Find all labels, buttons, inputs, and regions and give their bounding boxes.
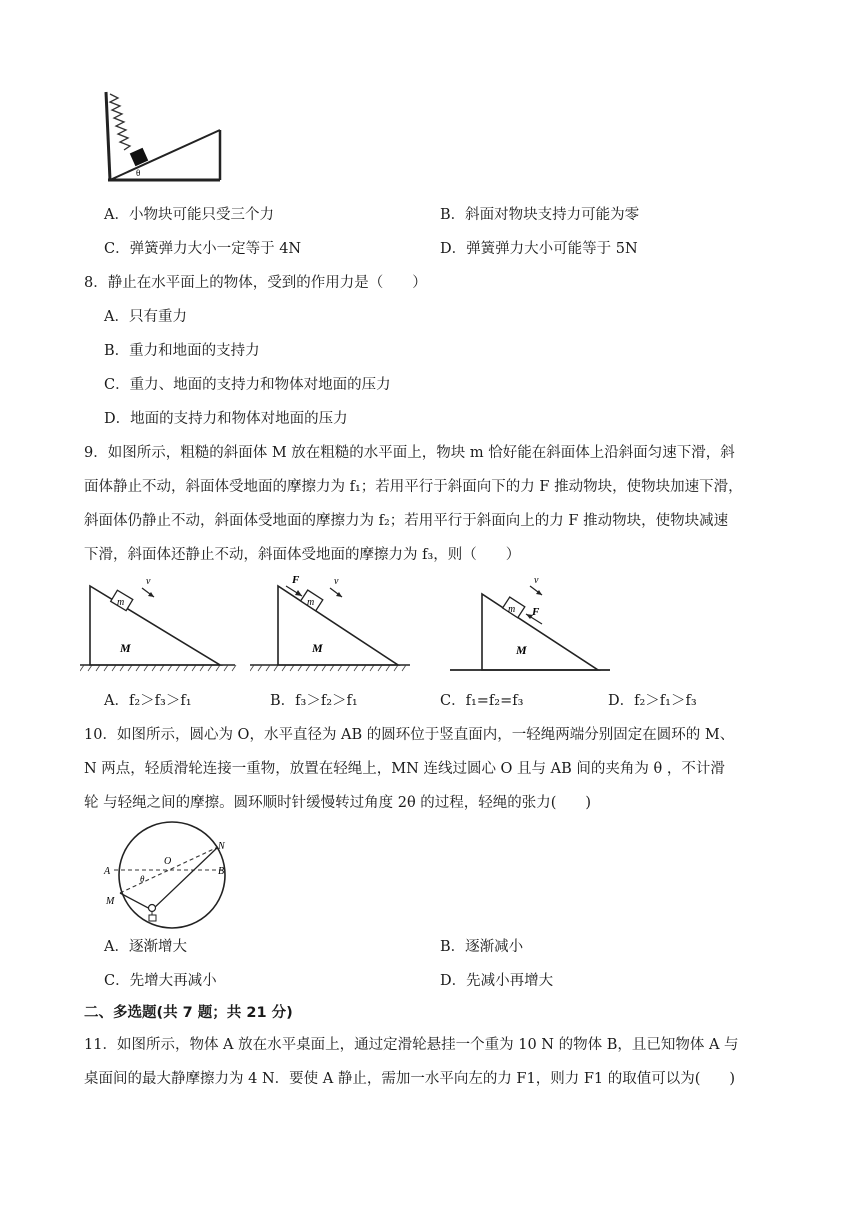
q9-option-c: C．f₁=f₂=f₃ — [440, 693, 524, 709]
q9-fig3-F-label: F — [532, 606, 540, 618]
q8-option-b: B．重力和地面的支持力 — [104, 343, 260, 359]
q9-fig1-v-label: v — [146, 576, 151, 587]
q9-fig2-F-label: F — [292, 574, 300, 586]
q8-stem: 8．静止在水平面上的物体，受到的作用力是（ ） — [84, 275, 427, 291]
q8-option-a: A．只有重力 — [104, 309, 187, 325]
q7-option-b: B．斜面对物块支持力可能为零 — [440, 207, 640, 223]
section-2-heading: 二、多选题(共 7 题；共 21 分) — [84, 1005, 293, 1021]
q10-option-d: D．先减小再增大 — [440, 973, 554, 989]
q9-stem-line-4: 下滑，斜面体还静止不动，斜面体受地面的摩擦力为 f₃，则（ ） — [84, 547, 521, 563]
q10-label-m: M — [106, 896, 115, 907]
q10-label-n: N — [218, 841, 225, 852]
q9-fig1-m-label: m — [117, 597, 125, 608]
q9-option-d: D．f₂＞f₁＞f₃ — [608, 693, 697, 709]
q7-theta-label: θ — [136, 168, 141, 178]
q9-fig3-m-label: m — [508, 604, 516, 615]
q10-option-a: A．逐渐增大 — [104, 939, 187, 955]
q9-fig2-M-label: M — [312, 641, 323, 655]
q9-fig2-v-label: v — [334, 576, 339, 587]
q8-option-d: D．地面的支持力和物体对地面的压力 — [104, 411, 348, 427]
q9-figure-1 — [80, 574, 240, 674]
q9-fig3-v-label: v — [534, 575, 539, 586]
q11-stem-line-2: 桌面间的最大静摩擦力为 4 N．要使 A 静止，需加一水平向左的力 F1，则力 F1 的取值可以为( ) — [84, 1071, 736, 1087]
q7-figure — [96, 88, 226, 188]
q10-label-a: A — [104, 866, 111, 877]
q9-figure-3 — [450, 574, 615, 674]
q9-fig3-M-label: M — [516, 643, 527, 657]
q10-label-b: B — [218, 866, 225, 877]
q9-figure-2 — [250, 574, 415, 674]
q9-stem-line-3: 斜面体仍静止不动，斜面体受地面的摩擦力为 f₂；若用平行于斜面向上的力 F 推动物块，使物块减速 — [84, 513, 729, 529]
q11-stem-line-1: 11．如图所示，物体 A 放在水平桌面上，通过定滑轮悬挂一个重为 10 N 的物体 B，且已知物体 A 与 — [84, 1037, 739, 1053]
q10-stem-line-2: N 两点，轻质滑轮连接一重物，放置在轻绳上，MN 连线过圆心 O 且与 AB 间的夹角为 θ ，不计滑 — [84, 761, 725, 777]
q7-option-d: D．弹簧弹力大小可能等于 5N — [440, 241, 638, 257]
q10-label-o: O — [164, 856, 172, 867]
q10-stem-line-3: 轮 与轻绳之间的摩擦。圆环顺时针缓慢转过角度 2θ 的过程，轻绳的张力( ) — [84, 795, 592, 811]
q9-stem-line-2: 面体静止不动，斜面体受地面的摩擦力为 f₁；若用平行于斜面向下的力 F 推动物块，使物块加速下滑， — [84, 479, 743, 495]
q9-fig2-m-label: m — [307, 597, 315, 608]
q8-option-c: C．重力、地面的支持力和物体对地面的压力 — [104, 377, 391, 393]
q10-option-c: C．先增大再减小 — [104, 973, 217, 989]
q9-option-b: B．f₃＞f₂＞f₁ — [270, 693, 358, 709]
q10-stem-line-1: 10．如图所示，圆心为 O，水平直径为 AB 的圆环位于竖直面内，一轻绳两端分别固定在圆环的 M、 — [84, 727, 735, 743]
q9-option-a: A．f₂＞f₃＞f₁ — [104, 693, 192, 709]
q10-figure — [100, 820, 240, 932]
q10-option-b: B．逐渐减小 — [440, 939, 524, 955]
q10-label-theta: θ — [140, 874, 145, 884]
q7-option-c: C．弹簧弹力大小一定等于 4N — [104, 241, 302, 257]
q7-option-a: A．小物块可能只受三个力 — [104, 207, 274, 223]
q9-stem-line-1: 9．如图所示，粗糙的斜面体 M 放在粗糙的水平面上，物块 m 恰好能在斜面体上沿斜面匀速下滑，斜 — [84, 445, 735, 461]
q9-fig1-M-label: M — [120, 641, 131, 655]
